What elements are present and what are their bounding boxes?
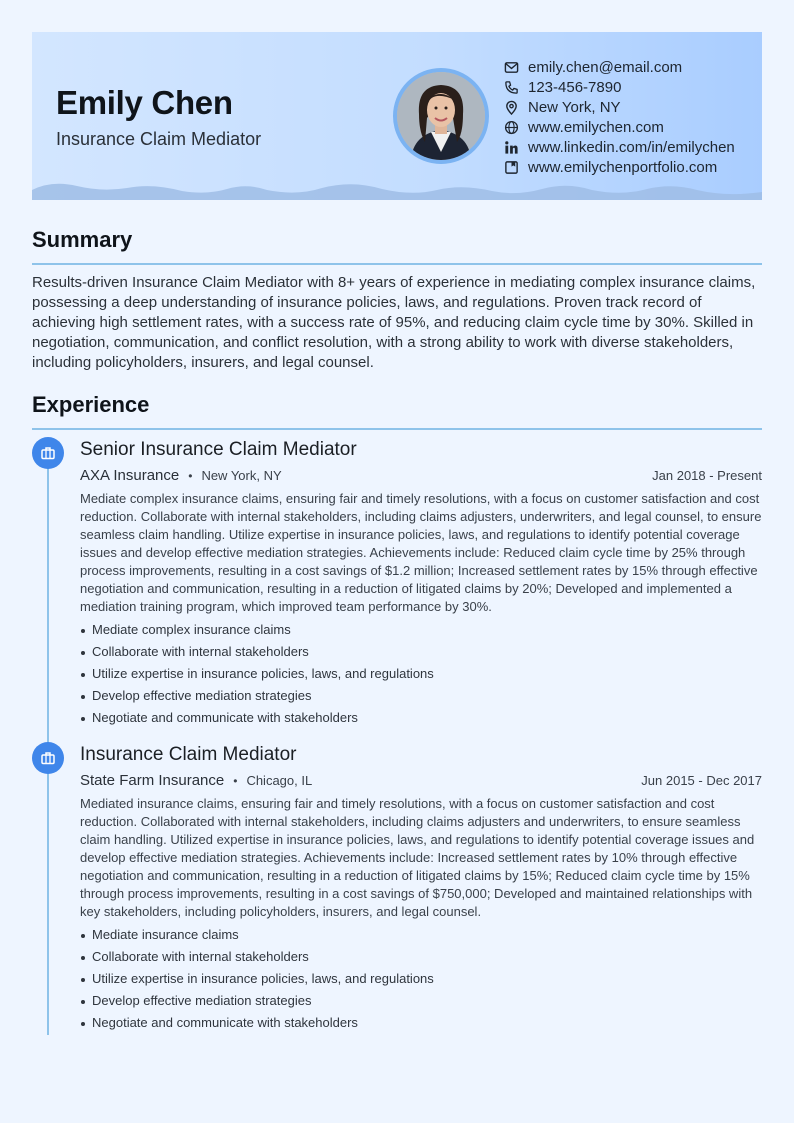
job-highlight-item: Develop effective mediation strategies bbox=[80, 992, 762, 1014]
briefcase-icon bbox=[40, 750, 56, 766]
job-marker bbox=[32, 437, 64, 469]
job-marker bbox=[32, 742, 64, 774]
job-dates: Jan 2018 - Present bbox=[652, 468, 762, 483]
resume-header bbox=[32, 32, 762, 200]
candidate-title: Insurance Claim Mediator bbox=[56, 129, 262, 149]
job-highlight-item: Utilize expertise in insurance policies, laws, and regulations bbox=[80, 665, 762, 687]
contact-website[interactable] bbox=[504, 117, 735, 137]
job-company: State Farm Insurance bbox=[80, 772, 225, 789]
phone-icon bbox=[504, 80, 519, 95]
job-description: Mediated insurance claims, ensuring fair and timely resolutions, with a focus on customer satisfaction and cost reduction. Collaborated with internal stakeholders, including claims adjusters and underwriters, to ensure seamless claim handling. Utilized expertise in insurance policies, laws, and regulations to identify potential coverage issues and develop effective mediation strategies. Achievements include: Increased settlement rates by 10% through effective negotiation and communication, resulting in a reduction of litigated claims by 15%; Reduced claim cycle time by 15% through process improvements, resulting in a cost savings of $750,000; Developed and maintained relationships with key stakeholders, including policyholders, insurers, and legal counsel. bbox=[80, 796, 755, 919]
job-location: New York, NY bbox=[201, 468, 282, 483]
job-highlight-item: Collaborate with internal stakeholders bbox=[80, 643, 762, 665]
contact-location-text: New York, NY bbox=[528, 98, 621, 116]
candidate-name: Emily Chen bbox=[56, 84, 233, 121]
job-highlight-item: Negotiate and communicate with stakeholders bbox=[80, 1014, 762, 1036]
separator-dot: • bbox=[188, 469, 193, 483]
job-title: Senior Insurance Claim Mediator bbox=[80, 439, 357, 460]
contact-email-text: emily.chen@email.com bbox=[528, 58, 683, 76]
header-wave-decoration bbox=[32, 180, 762, 200]
job-entry bbox=[32, 742, 762, 1032]
job-title: Insurance Claim Mediator bbox=[80, 744, 297, 765]
contact-linkedin-text: www.linkedin.com/in/emilychen bbox=[528, 138, 735, 156]
job-description: Mediate complex insurance claims, ensuring fair and timely resolutions, with a focus on customer satisfaction and cost reduction. Collaborate with internal stakeholders, including claims adjusters, underwriters, and legal counsel, to ensure seamless claim handling. Utilize expertise in insurance policies, laws, and regulations to identify potential coverage issues and develop effective mediation strategies. Achievements include: Reduced claim cycle time by 25% through process improvements, resulting in a cost savings of $1.2 million; Increased settlement rates by 15% through effective negotiation and communication, resulting in a reduction of litigated claims by 20%; Developed and implemented a mediation training program, which improved team performance by 30%. bbox=[80, 491, 762, 614]
contact-list bbox=[504, 57, 735, 177]
summary-text: Results-driven Insurance Claim Mediator with 8+ years of experience in mediating complex insurance claims, possessing a deep understanding of insurance policies, laws, and regulations. Proven track record of achieving high settlement rates, with a success rate of 95%, and reducing claim cycle time by 30%. Skilled in negotiation, communication, and conflict resolution, with a strong ability to work with diverse stakeholders, including policyholders, insurers, and legal counsel. bbox=[32, 274, 756, 371]
experience-heading: Experience bbox=[32, 392, 150, 417]
job-dates: Jun 2015 - Dec 2017 bbox=[641, 773, 762, 788]
portfolio-icon bbox=[504, 160, 519, 175]
job-meta bbox=[80, 467, 762, 484]
summary-heading: Summary bbox=[32, 227, 133, 252]
job-highlight-item: Utilize expertise in insurance policies, laws, and regulations bbox=[80, 970, 762, 992]
job-highlights bbox=[80, 926, 762, 1036]
contact-portfolio[interactable] bbox=[504, 157, 735, 177]
job-highlight-item: Mediate insurance claims bbox=[80, 926, 762, 948]
profile-photo bbox=[393, 68, 489, 164]
linkedin-icon bbox=[504, 140, 519, 155]
contact-website-text: www.emilychen.com bbox=[528, 118, 664, 136]
globe-icon bbox=[504, 120, 519, 135]
contact-portfolio-text: www.emilychenportfolio.com bbox=[528, 158, 718, 176]
summary-divider bbox=[32, 263, 762, 265]
job-company: AXA Insurance bbox=[80, 467, 180, 484]
location-pin-icon bbox=[504, 100, 519, 115]
job-entry bbox=[32, 437, 762, 727]
contact-linkedin[interactable] bbox=[504, 137, 735, 157]
contact-location bbox=[504, 97, 735, 117]
separator-dot: • bbox=[233, 774, 238, 788]
job-meta bbox=[80, 772, 762, 789]
mail-icon bbox=[504, 60, 519, 75]
job-highlight-item: Collaborate with internal stakeholders bbox=[80, 948, 762, 970]
contact-email[interactable] bbox=[504, 57, 735, 77]
briefcase-icon bbox=[40, 445, 56, 461]
contact-phone-text: 123-456-7890 bbox=[528, 78, 622, 96]
experience-divider bbox=[32, 428, 762, 430]
profile-photo-illustration bbox=[397, 72, 485, 160]
job-location: Chicago, IL bbox=[246, 773, 313, 788]
job-highlights bbox=[80, 621, 762, 731]
job-highlight-item: Negotiate and communicate with stakeholders bbox=[80, 709, 762, 731]
job-highlight-item: Develop effective mediation strategies bbox=[80, 687, 762, 709]
job-highlight-item: Mediate complex insurance claims bbox=[80, 621, 762, 643]
contact-phone[interactable] bbox=[504, 77, 735, 97]
